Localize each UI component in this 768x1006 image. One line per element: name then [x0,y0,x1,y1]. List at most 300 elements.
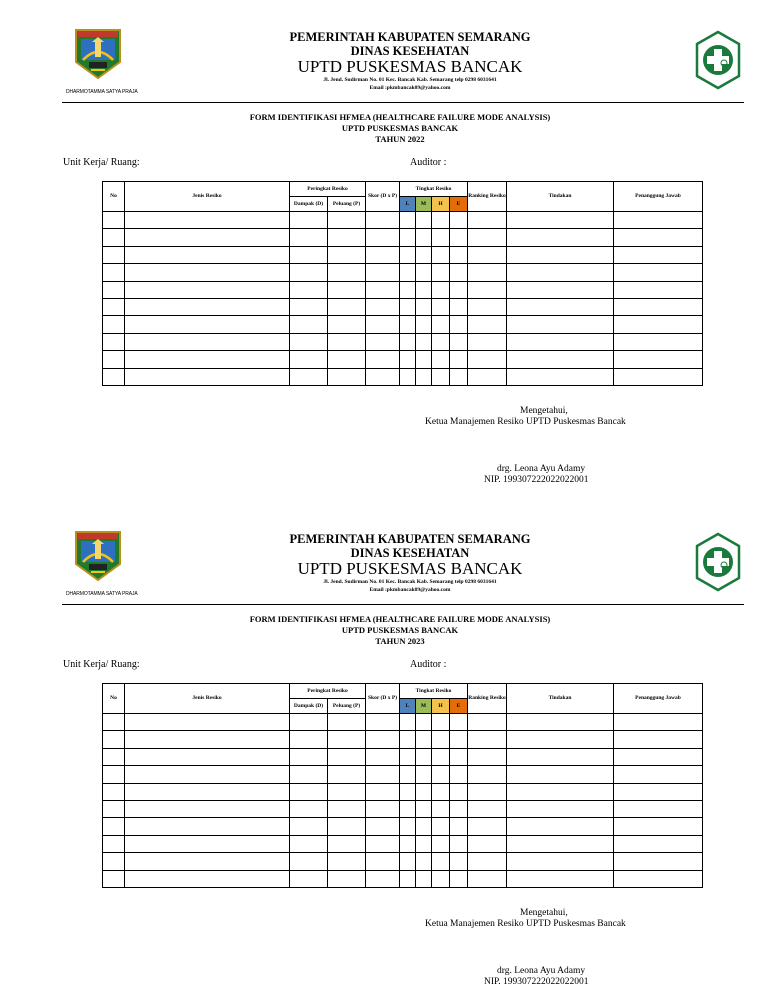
level-low-cell: L [400,699,416,714]
header-skor: Skor (D x P) [366,684,400,714]
table-cell[interactable] [432,800,450,817]
institution-address: Jl. Jend. Sudirman No. 01 Kec. Bancak Kab. Semarang telp 0298 6031641 [323,579,497,585]
table-cell[interactable] [328,800,366,817]
table-cell[interactable] [450,766,468,783]
auditor-label: Auditor : [410,157,447,168]
table-cell[interactable] [400,714,416,731]
table-cell[interactable] [400,246,416,263]
header-peringkat-resiko: Peringkat Resiko [290,182,366,197]
table-cell[interactable] [614,766,703,783]
table-cell[interactable] [125,298,290,315]
table-cell[interactable] [366,212,400,229]
table-cell[interactable] [290,246,328,263]
table-cell[interactable] [450,870,468,887]
table-cell[interactable] [103,333,125,350]
table-cell[interactable] [290,766,328,783]
table-cell[interactable] [103,368,125,385]
table-cell[interactable] [432,748,450,765]
table-cell[interactable] [328,333,366,350]
table-cell[interactable] [432,783,450,800]
table-cell[interactable] [432,212,450,229]
institution-address: Jl. Jend. Sudirman No. 01 Kec. Bancak Kab. Semarang telp 0298 6031641 [323,77,497,83]
table-cell[interactable] [416,333,432,350]
table-cell[interactable] [328,870,366,887]
table-cell[interactable] [432,853,450,870]
table-cell[interactable] [366,731,400,748]
table-cell[interactable] [290,298,328,315]
table-row [103,731,703,748]
table-cell[interactable] [468,316,507,333]
table-cell[interactable] [125,731,290,748]
table-cell[interactable] [125,351,290,368]
table-cell[interactable] [125,800,290,817]
table-cell[interactable] [432,766,450,783]
table-cell[interactable] [328,281,366,298]
table-cell[interactable] [290,818,328,835]
table-cell[interactable] [400,316,416,333]
table-cell[interactable] [416,298,432,315]
table-cell[interactable] [416,229,432,246]
table-cell[interactable] [290,783,328,800]
table-cell[interactable] [125,281,290,298]
table-cell[interactable] [507,835,614,852]
table-cell[interactable] [125,835,290,852]
table-cell[interactable] [468,281,507,298]
table-cell[interactable] [416,748,432,765]
table-cell[interactable] [400,748,416,765]
table-row [103,351,703,368]
table-cell[interactable] [450,316,468,333]
table-cell[interactable] [507,229,614,246]
table-cell[interactable] [507,783,614,800]
table-cell[interactable] [416,835,432,852]
table-cell[interactable] [507,853,614,870]
table-row [103,212,703,229]
table-cell[interactable] [416,264,432,281]
table-row [103,748,703,765]
table-cell[interactable] [400,351,416,368]
table-cell[interactable] [416,714,432,731]
table-cell[interactable] [366,783,400,800]
table-cell[interactable] [432,714,450,731]
table-cell[interactable] [507,731,614,748]
table-cell[interactable] [432,351,450,368]
table-cell[interactable] [450,212,468,229]
table-cell[interactable] [400,333,416,350]
header-penanggung-jawab: Penanggung Jawab [614,684,703,714]
table-cell[interactable] [468,229,507,246]
table-cell[interactable] [328,316,366,333]
table-cell[interactable] [290,731,328,748]
table-cell[interactable] [468,731,507,748]
acknowledged-label: Mengetahui, [520,406,568,416]
table-cell[interactable] [328,212,366,229]
table-cell[interactable] [507,333,614,350]
header-tingkat-resiko: Tingkat Resiko [400,684,468,699]
table-cell[interactable] [450,714,468,731]
table-cell[interactable] [507,246,614,263]
table-cell[interactable] [125,853,290,870]
table-cell[interactable] [366,333,400,350]
table-cell[interactable] [125,333,290,350]
table-cell[interactable] [103,316,125,333]
table-cell[interactable] [328,351,366,368]
table-cell[interactable] [450,264,468,281]
table-cell[interactable] [507,368,614,385]
government-name: PEMERINTAH KABUPATEN SEMARANG [289,532,531,546]
table-cell[interactable] [366,298,400,315]
table-cell[interactable] [290,316,328,333]
table-cell[interactable] [328,264,366,281]
table-cell[interactable] [366,351,400,368]
department-name: DINAS KESEHATAN [350,44,470,58]
unit-label: Unit Kerja/ Ruang: [63,157,140,168]
table-row [103,246,703,263]
table-cell[interactable] [432,818,450,835]
table-cell[interactable] [366,818,400,835]
table-cell[interactable] [328,229,366,246]
table-cell[interactable] [468,246,507,263]
table-cell[interactable] [450,368,468,385]
header-tingkat-resiko: Tingkat Resiko [400,182,468,197]
table-cell[interactable] [290,800,328,817]
table-cell[interactable] [366,281,400,298]
table-cell[interactable] [290,368,328,385]
puskesmas-cross-icon [694,30,742,90]
table-cell[interactable] [432,229,450,246]
table-row [103,298,703,315]
signer-nip: NIP. 199307222022022001 [484,977,589,987]
table-cell[interactable] [450,800,468,817]
table-cell[interactable] [416,800,432,817]
table-cell[interactable] [125,818,290,835]
table-cell[interactable] [125,368,290,385]
table-header-row [103,684,703,699]
table-cell[interactable] [468,298,507,315]
table-cell[interactable] [290,333,328,350]
table-row [103,818,703,835]
table-cell[interactable] [614,731,703,748]
table-cell[interactable] [366,246,400,263]
table-cell[interactable] [400,368,416,385]
table-cell[interactable] [450,351,468,368]
table-cell[interactable] [103,229,125,246]
table-cell[interactable] [103,766,125,783]
table-cell[interactable] [400,281,416,298]
table-cell[interactable] [366,748,400,765]
table-cell[interactable] [328,835,366,852]
table-cell[interactable] [507,714,614,731]
table-cell[interactable] [468,766,507,783]
table-cell[interactable] [328,853,366,870]
table-cell[interactable] [103,835,125,852]
table-cell[interactable] [366,870,400,887]
table-cell[interactable] [450,298,468,315]
table-cell[interactable] [125,714,290,731]
table-cell[interactable] [328,748,366,765]
table-cell[interactable] [614,298,703,315]
table-cell[interactable] [450,853,468,870]
signer-name: drg. Leona Ayu Adamy [497,966,586,976]
table-cell[interactable] [614,853,703,870]
unit-label: Unit Kerja/ Ruang: [63,659,140,670]
table-cell[interactable] [507,870,614,887]
table-cell[interactable] [103,212,125,229]
header-dampak: Dampak (D) [290,197,328,212]
signer-position: Ketua Manajemen Resiko UPTD Puskesmas Bancak [425,417,626,427]
table-cell[interactable] [103,246,125,263]
table-cell[interactable] [614,714,703,731]
table-cell[interactable] [507,316,614,333]
table-cell[interactable] [468,870,507,887]
table-cell[interactable] [614,748,703,765]
table-cell[interactable] [103,800,125,817]
table-cell[interactable] [328,783,366,800]
table-cell[interactable] [468,783,507,800]
table-cell[interactable] [432,333,450,350]
table-cell[interactable] [366,766,400,783]
table-cell[interactable] [400,800,416,817]
table-cell[interactable] [507,212,614,229]
table-cell[interactable] [366,264,400,281]
table-cell[interactable] [468,818,507,835]
kabupaten-semarang-emblem-icon [74,28,122,80]
institution-name: UPTD PUSKESMAS BANCAK [297,559,523,578]
table-cell[interactable] [328,818,366,835]
table-cell[interactable] [400,264,416,281]
table-cell[interactable] [103,281,125,298]
table-cell[interactable] [614,246,703,263]
table-cell[interactable] [468,264,507,281]
table-cell[interactable] [614,818,703,835]
form-title: FORM IDENTIFIKASI HFMEA (HEALTHCARE FAILURE MODE ANALYSIS) [249,614,551,624]
table-cell[interactable] [614,333,703,350]
table-cell[interactable] [450,246,468,263]
table-cell[interactable] [432,246,450,263]
table-cell[interactable] [125,212,290,229]
table-row [103,229,703,246]
table-cell[interactable] [328,766,366,783]
table-cell[interactable] [416,351,432,368]
table-cell[interactable] [432,870,450,887]
level-medium-cell: M [416,699,432,714]
level-extreme-cell: E [450,699,468,714]
table-cell[interactable] [290,870,328,887]
table-row [103,714,703,731]
table-row [103,800,703,817]
table-cell[interactable] [468,714,507,731]
table-cell[interactable] [103,783,125,800]
letterhead-divider [62,102,744,103]
table-cell[interactable] [507,748,614,765]
table-cell[interactable] [103,351,125,368]
table-cell[interactable] [125,783,290,800]
table-cell[interactable] [507,298,614,315]
header-peluang: Peluang (P) [328,197,366,212]
hfmea-table [102,683,703,888]
table-cell[interactable] [400,766,416,783]
table-cell[interactable] [416,870,432,887]
table-cell[interactable] [450,748,468,765]
table-cell[interactable] [290,229,328,246]
table-cell[interactable] [432,281,450,298]
table-cell[interactable] [103,748,125,765]
form-subtitle: UPTD PUSKESMAS BANCAK [341,625,459,635]
header-peluang: Peluang (P) [328,699,366,714]
table-cell[interactable] [290,714,328,731]
table-cell[interactable] [416,212,432,229]
table-cell[interactable] [468,835,507,852]
table-cell[interactable] [416,818,432,835]
table-cell[interactable] [614,835,703,852]
table-cell[interactable] [468,853,507,870]
table-cell[interactable] [614,316,703,333]
table-cell[interactable] [416,853,432,870]
table-cell[interactable] [400,298,416,315]
table-cell[interactable] [432,731,450,748]
table-cell[interactable] [400,853,416,870]
table-cell[interactable] [614,212,703,229]
department-name: DINAS KESEHATAN [350,546,470,560]
table-cell[interactable] [366,800,400,817]
table-cell[interactable] [614,351,703,368]
table-cell[interactable] [290,264,328,281]
table-cell[interactable] [366,229,400,246]
table-cell[interactable] [450,333,468,350]
table-cell[interactable] [125,748,290,765]
table-cell[interactable] [290,748,328,765]
table-cell[interactable] [328,368,366,385]
table-cell[interactable] [103,298,125,315]
table-cell[interactable] [468,212,507,229]
header-skor: Skor (D x P) [366,182,400,212]
header-jenis-resiko: Jenis Resiko [125,684,290,714]
table-cell[interactable] [614,800,703,817]
table-cell[interactable] [366,714,400,731]
table-row [103,316,703,333]
table-cell[interactable] [416,783,432,800]
header-no: No [103,684,125,714]
table-cell[interactable] [416,731,432,748]
table-cell[interactable] [614,229,703,246]
table-cell[interactable] [432,298,450,315]
header-no: No [103,182,125,212]
table-cell[interactable] [432,368,450,385]
table-cell[interactable] [366,368,400,385]
level-extreme-cell: E [450,197,468,212]
table-cell[interactable] [450,731,468,748]
table-row [103,333,703,350]
table-cell[interactable] [366,316,400,333]
table-cell[interactable] [125,264,290,281]
table-cell[interactable] [290,212,328,229]
table-cell[interactable] [614,783,703,800]
form-title: FORM IDENTIFIKASI HFMEA (HEALTHCARE FAILURE MODE ANALYSIS) [249,112,551,122]
table-cell[interactable] [468,333,507,350]
table-cell[interactable] [103,818,125,835]
table-cell[interactable] [103,264,125,281]
table-cell[interactable] [614,870,703,887]
table-cell[interactable] [416,368,432,385]
table-cell[interactable] [614,281,703,298]
table-row [103,783,703,800]
table-cell[interactable] [125,316,290,333]
table-cell[interactable] [507,818,614,835]
table-cell[interactable] [400,818,416,835]
table-cell[interactable] [450,281,468,298]
table-cell[interactable] [328,714,366,731]
table-cell[interactable] [468,351,507,368]
table-cell[interactable] [507,264,614,281]
table-row [103,870,703,887]
table-cell[interactable] [450,783,468,800]
table-cell[interactable] [103,870,125,887]
table-cell[interactable] [450,229,468,246]
table-cell[interactable] [328,246,366,263]
table-cell[interactable] [507,766,614,783]
table-cell[interactable] [416,316,432,333]
table-cell[interactable] [507,281,614,298]
header-peringkat-resiko: Peringkat Resiko [290,684,366,699]
table-cell[interactable] [125,766,290,783]
table-cell[interactable] [432,264,450,281]
table-row [103,264,703,281]
header-jenis-resiko: Jenis Resiko [125,182,290,212]
table-cell[interactable] [125,246,290,263]
table-cell[interactable] [416,281,432,298]
table-header-row [103,182,703,197]
table-row [103,853,703,870]
table-cell[interactable] [416,766,432,783]
table-cell[interactable] [507,351,614,368]
table-cell[interactable] [400,229,416,246]
kabupaten-semarang-emblem-icon [74,530,122,582]
table-cell[interactable] [468,368,507,385]
table-cell[interactable] [366,835,400,852]
table-cell[interactable] [507,800,614,817]
table-cell[interactable] [290,351,328,368]
table-cell[interactable] [416,246,432,263]
table-cell[interactable] [366,853,400,870]
table-cell[interactable] [432,316,450,333]
table-cell[interactable] [614,264,703,281]
table-cell[interactable] [400,870,416,887]
table-cell[interactable] [290,853,328,870]
table-cell[interactable] [468,800,507,817]
table-cell[interactable] [450,835,468,852]
motto: DHARMOTAMMA SATYA PRAJA [66,89,138,95]
table-cell[interactable] [432,835,450,852]
government-name: PEMERINTAH KABUPATEN SEMARANG [289,30,531,44]
table-cell[interactable] [400,835,416,852]
table-cell[interactable] [103,853,125,870]
table-cell[interactable] [125,870,290,887]
table-cell[interactable] [614,368,703,385]
table-cell[interactable] [290,835,328,852]
table-cell[interactable] [400,731,416,748]
table-cell[interactable] [400,783,416,800]
table-cell[interactable] [290,281,328,298]
table-cell[interactable] [468,748,507,765]
table-cell[interactable] [328,298,366,315]
table-cell[interactable] [450,818,468,835]
table-cell[interactable] [103,731,125,748]
table-cell[interactable] [125,229,290,246]
table-cell[interactable] [103,714,125,731]
acknowledged-label: Mengetahui, [520,908,568,918]
table-cell[interactable] [328,731,366,748]
table-cell[interactable] [400,212,416,229]
